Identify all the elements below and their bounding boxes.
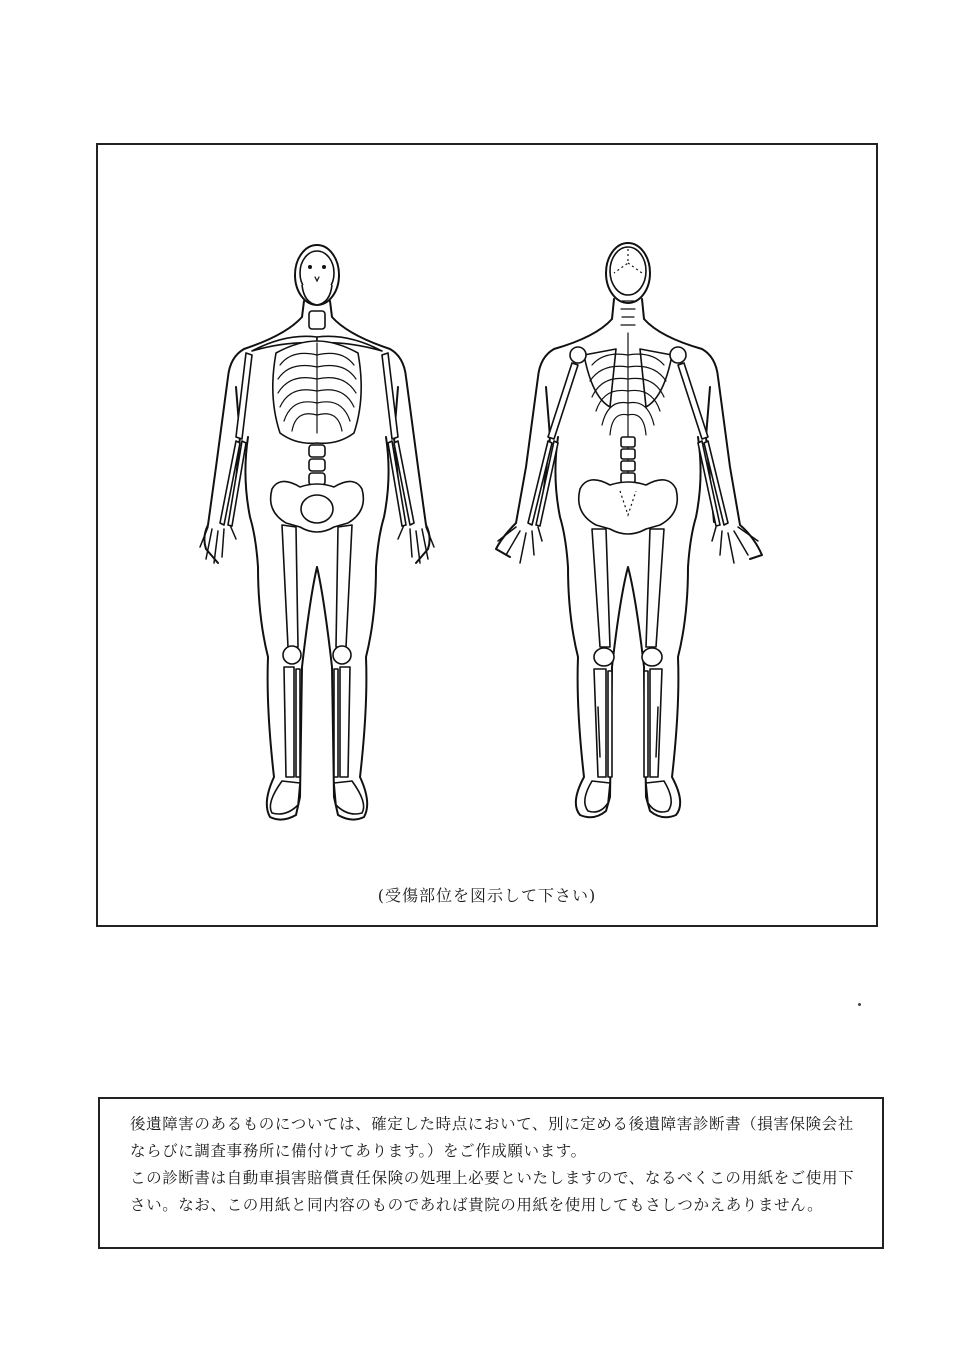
skeleton-back-icon bbox=[480, 237, 770, 837]
skeleton-back bbox=[528, 247, 728, 812]
skeleton-front bbox=[220, 251, 414, 814]
skeleton-back-figure bbox=[480, 237, 770, 837]
notice-paragraph-2: この診断書は自動車損害賠償責任保険の処理上必要といたしますので、なるべくこの用紙をご使用下さい。なお、この用紙と同内容のものであれば貴院の用紙を使用してもさしつかえありません。 bbox=[130, 1169, 855, 1214]
skeleton-front-icon bbox=[196, 237, 456, 837]
scan-speck bbox=[858, 1003, 861, 1006]
skeleton-front-figure bbox=[196, 237, 456, 837]
body-diagram-box bbox=[96, 143, 878, 927]
diagram-caption: (受傷部位を図示して下さい) bbox=[377, 886, 597, 905]
notice-paragraph-1: 後遺障害のあるものについては、確定した時点において、別に定める後遺障害診断書（損害保険会社ならびに調査事務所に備付けてあります。）をご作成願います。 bbox=[130, 1115, 854, 1160]
notice-box bbox=[98, 1097, 884, 1249]
